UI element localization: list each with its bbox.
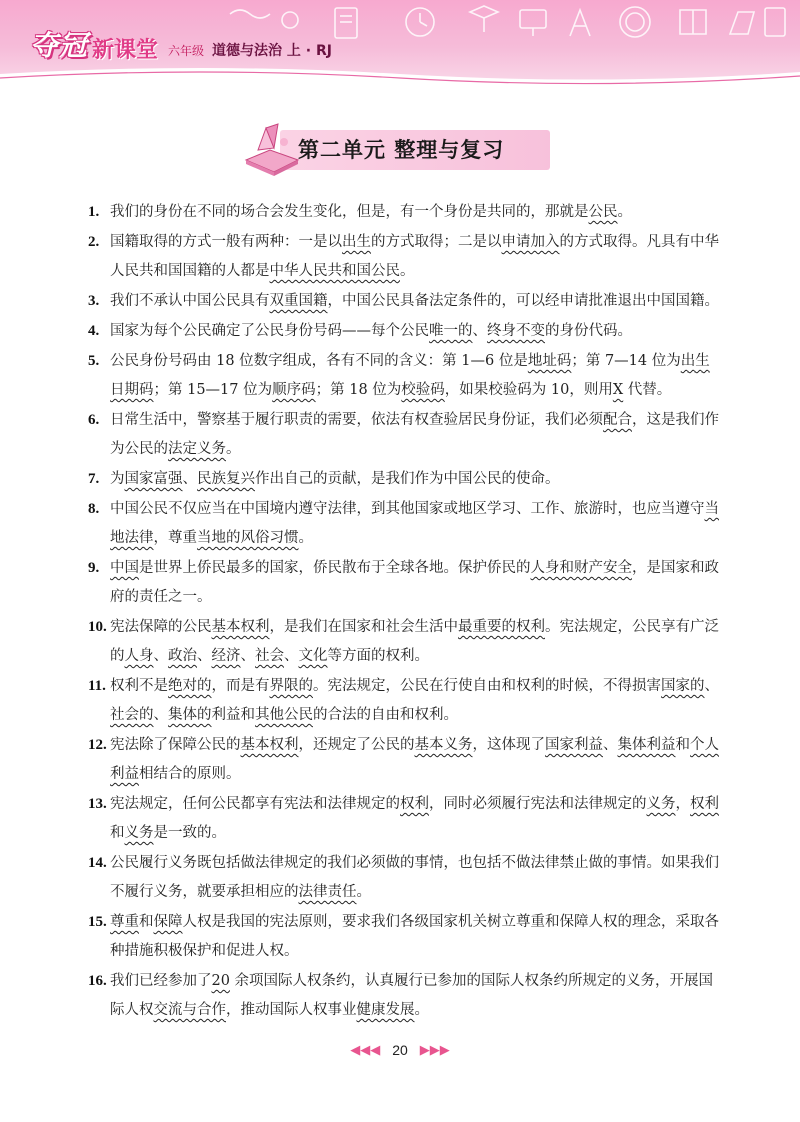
item-text: 余项国际人权条约，认真履行已参加的国际人权条约所规定的义务，开展国际人权 — [110, 973, 714, 1018]
item-text: ，而是有 — [211, 678, 270, 694]
item-text: 公民身份号码由 18 位数字组成，各有不同的含义：第 1—6 位是 — [110, 353, 528, 369]
item-number: 3. — [88, 293, 100, 309]
list-item — [88, 347, 720, 405]
item-text: 利益和 — [211, 707, 255, 723]
key-term: 经济 — [211, 648, 241, 664]
item-number: 15. — [88, 914, 107, 930]
review-list — [88, 198, 720, 1026]
item-text: 宪法规定，任何公民都享有宪法和法律规定的 — [110, 796, 400, 812]
key-term: 人身和财产安全 — [530, 560, 632, 576]
item-text: ，如果校验码为 10，则用 — [444, 382, 613, 398]
key-term: 公民 — [588, 204, 618, 220]
item-text: 作出自己的贡献，是我们作为中国公民的使命。 — [255, 471, 560, 487]
item-text: 的合法的自由和权利。 — [313, 707, 458, 723]
list-item — [88, 228, 720, 286]
item-text: 、 — [284, 648, 299, 664]
item-text: 。 — [356, 884, 371, 900]
key-term: 基本权利 — [211, 619, 270, 635]
item-number: 1. — [88, 204, 100, 220]
item-text: 和 — [110, 825, 125, 841]
list-item — [88, 287, 720, 316]
item-text: 。 — [617, 204, 632, 220]
key-term: 个人利益 — [110, 737, 719, 782]
item-text: 的身份代码。 — [545, 323, 632, 339]
key-term: 民族复兴 — [197, 471, 255, 487]
item-text: 相结合的原则。 — [139, 766, 241, 782]
item-text: 是一致的。 — [153, 825, 226, 841]
item-text: 人权是我国的宪法原则，要求我们各级国家机关树立尊重和保障人权的理念，采取各种措施积极保护和促进人权。 — [110, 914, 719, 959]
item-text: ，是国家和政府的责任之一。 — [110, 560, 719, 605]
key-term: 义务 — [124, 825, 154, 841]
item-text: ；第 18 位为 — [315, 382, 402, 398]
key-term: 集体利益 — [617, 737, 676, 753]
key-term: 出生日期码 — [110, 353, 710, 398]
item-text: 宪法保障的公民 — [110, 619, 212, 635]
item-text: 宪法除了保障公民的 — [110, 737, 241, 753]
key-term: 基本权利 — [240, 737, 299, 753]
list-item — [88, 731, 720, 789]
list-item — [88, 198, 720, 227]
item-number: 11. — [88, 678, 106, 694]
key-term: 中国 — [110, 560, 139, 576]
key-term: 人身 — [124, 648, 154, 664]
item-text: ，是我们在国家和社会生活中 — [269, 619, 458, 635]
item-text: 、 — [704, 678, 719, 694]
page-title: 第二单元 整理与复习 — [298, 137, 505, 162]
item-number: 14. — [88, 855, 107, 871]
item-text: ，这是我们作为公民的 — [110, 412, 719, 457]
key-term: 地址码 — [527, 353, 572, 369]
item-number: 7. — [88, 471, 100, 487]
key-term: 当地的风俗习惯 — [197, 530, 299, 546]
list-item — [88, 495, 720, 553]
subject-label: 道德与法治 上 · RJ — [212, 43, 332, 59]
page-number: 20 — [392, 1042, 408, 1058]
item-number: 16. — [88, 973, 107, 989]
key-term: 其他公民 — [255, 707, 313, 723]
item-number: 6. — [88, 412, 100, 428]
key-term: 出生 — [342, 234, 371, 250]
item-text: 和 — [675, 737, 690, 753]
item-text: 和 — [139, 914, 154, 930]
list-item — [88, 554, 720, 612]
item-text: 我们不承认中国公民具有 — [110, 293, 270, 309]
item-text: 。 — [226, 441, 241, 457]
page-header — [0, 0, 800, 86]
right-arrows-icon: ▶▶▶ — [419, 1042, 450, 1058]
item-text: 等方面的权利。 — [327, 648, 429, 664]
key-term: 文化 — [298, 648, 328, 664]
item-text: 、 — [603, 737, 618, 753]
item-text: ，还规定了公民的 — [298, 737, 415, 753]
item-text: ， — [675, 796, 690, 812]
item-number: 12. — [88, 737, 107, 753]
key-term: 权利 — [690, 796, 719, 812]
item-number: 4. — [88, 323, 100, 339]
item-text: 国籍取得的方式一般有两种：一是以 — [110, 234, 342, 250]
item-text: 为 — [110, 471, 125, 487]
item-text: ，尊重 — [153, 530, 197, 546]
key-term: X — [612, 382, 624, 398]
item-text: 。宪法规定，公民在行使自由和权利的时候，不得损害 — [313, 678, 661, 694]
item-text: 代替。 — [623, 382, 672, 398]
list-item — [88, 849, 720, 907]
key-term: 基本义务 — [414, 737, 473, 753]
key-term: 唯一的 — [429, 323, 473, 339]
item-text: 、 — [240, 648, 255, 664]
list-item — [88, 406, 720, 464]
brand-main: 夺冠 — [30, 29, 89, 62]
item-text: 、 — [153, 648, 168, 664]
key-term: 法定义务 — [168, 441, 226, 457]
left-arrows-icon: ◀◀◀ — [350, 1042, 381, 1058]
item-text: 我们的身份在不同的场合会发生变化，但是，有一个身份是共同的，那就是 — [110, 204, 589, 220]
item-text: ；第 15—17 位为 — [153, 382, 273, 398]
key-term: 20 — [211, 973, 230, 989]
key-term: 集体的 — [168, 707, 212, 723]
item-text: 国家为每个公民确定了公民身份号码——每个公民 — [110, 323, 429, 339]
item-text: 。 — [414, 1002, 429, 1018]
book-decoration-icon — [240, 120, 304, 176]
item-text: ；第 7—14 位为 — [571, 353, 681, 369]
item-text: 日常生活中，警察基于履行职责的需要，依法有权查验居民身份证，我们必须 — [110, 412, 603, 428]
item-text: 中国公民不仅应当在中国境内遵守法律，到其他国家或地区学习、工作、旅游时，也应当遵守 — [110, 501, 705, 517]
item-number: 10. — [88, 619, 107, 635]
key-term: 顺序码 — [272, 382, 316, 398]
list-item — [88, 967, 720, 1025]
item-text: ，推动国际人权事业 — [226, 1002, 357, 1018]
key-term: 校验码 — [401, 382, 445, 398]
key-term: 义务 — [646, 796, 676, 812]
item-text: 的方式取得；二是以 — [371, 234, 502, 250]
item-number: 5. — [88, 353, 100, 369]
item-text: 、 — [472, 323, 487, 339]
page-footer — [0, 1038, 800, 1062]
list-item — [88, 465, 720, 494]
key-term: 双重国籍 — [269, 293, 328, 309]
brand — [30, 30, 332, 64]
item-text: 我们已经参加了 — [110, 973, 212, 989]
key-term: 申请加入 — [501, 234, 560, 250]
list-item — [88, 672, 720, 730]
item-text: ，这体现了 — [472, 737, 545, 753]
list-item — [88, 908, 720, 966]
item-text: 权利不是 — [110, 678, 168, 694]
item-text: 的方式取得。凡具有中华人民共和国国籍的人都是 — [110, 234, 719, 279]
item-text: 、 — [182, 471, 197, 487]
key-term: 国家的 — [661, 678, 705, 694]
key-term: 配合 — [603, 412, 632, 428]
key-term: 中华人民共和国公民 — [269, 263, 400, 279]
item-text: 、 — [153, 707, 168, 723]
item-number: 8. — [88, 501, 100, 517]
item-text: 是世界上侨民最多的国家，侨民散布于全球各地。保护侨民的 — [139, 560, 531, 576]
item-text: 。 — [400, 263, 415, 279]
key-term: 社会的 — [110, 707, 154, 723]
key-term: 绝对的 — [168, 678, 212, 694]
list-item — [88, 317, 720, 346]
key-term: 交流与合作 — [153, 1002, 226, 1018]
key-term: 健康发展 — [356, 1002, 415, 1018]
item-number: 2. — [88, 234, 100, 250]
item-text: 。 — [298, 530, 313, 546]
key-term: 国家富强 — [124, 471, 183, 487]
item-number: 9. — [88, 560, 100, 576]
item-number: 13. — [88, 796, 107, 812]
key-term: 政治 — [168, 648, 197, 664]
item-text: ，同时必须履行宪法和法律规定的 — [429, 796, 647, 812]
item-text: 公民履行义务既包括做法律规定的我们必须做的事情，也包括不做法律禁止做的事情。如果我们不履行义务，就要承担相应的 — [110, 855, 719, 900]
key-term: 法律责任 — [298, 884, 357, 900]
item-text: ，中国公民具备法定条件的，可以经申请批准退出中国国籍。 — [327, 293, 719, 309]
brand-sub: 新课堂 — [92, 38, 159, 63]
key-term: 尊重 — [110, 914, 139, 930]
key-term: 当地法律 — [110, 501, 719, 546]
key-term: 界限的 — [269, 678, 313, 694]
item-text: 。宪法规定，公民享有广泛的 — [110, 619, 719, 664]
key-term: 最重要的权利 — [458, 619, 545, 635]
key-term: 社会 — [255, 648, 284, 664]
unit-title-block — [240, 120, 560, 176]
key-term: 保障 — [153, 914, 183, 930]
list-item — [88, 790, 720, 848]
item-text: 、 — [197, 648, 212, 664]
grade-label: 六年级 — [168, 44, 205, 58]
list-item — [88, 613, 720, 671]
key-term: 终身不变 — [487, 323, 545, 339]
key-term: 国家利益 — [545, 737, 603, 753]
key-term: 权利 — [400, 796, 429, 812]
